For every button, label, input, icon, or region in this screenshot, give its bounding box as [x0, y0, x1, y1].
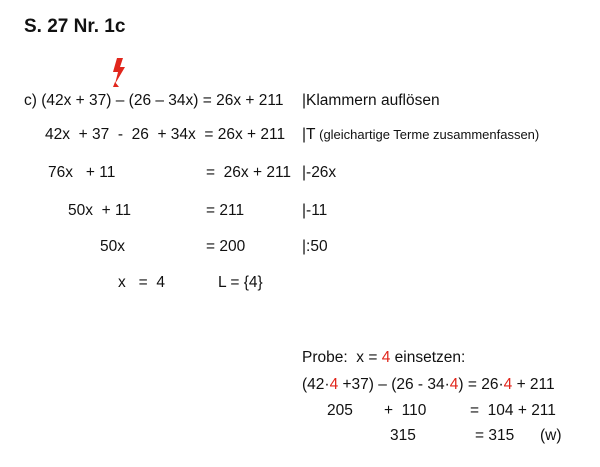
probe-value: 4 [381, 349, 391, 366]
step-note-2-prefix: |T [302, 126, 316, 143]
probe-row-1-part-4: + 211 [512, 376, 555, 393]
probe-row-1-value-3: 4 [503, 376, 513, 393]
probe-row-1-value-1: 4 [329, 376, 339, 393]
step-note-1: |Klammern auflösen [302, 92, 440, 109]
page-title: S. 27 Nr. 1c [24, 16, 126, 37]
equation-line-5-left: 50x [100, 238, 125, 255]
step-note-2 [302, 126, 539, 144]
probe-row-2-c: = 104 + 211 [470, 402, 556, 419]
equation-line-3-right: = 26x + 211 [206, 164, 292, 181]
probe-row-3-a: 315 [390, 427, 416, 444]
equation-line-4-left: 50x + 11 [68, 202, 132, 219]
result-x: x = 4 [118, 274, 165, 291]
solution-set: L = {4} [218, 274, 263, 291]
equation-line-5-right: = 200 [206, 238, 246, 255]
equation-line-1: c) (42x + 37) – (26 – 34x) = 26x + 211 [24, 92, 284, 109]
probe-row-2-a: 205 [327, 402, 353, 419]
probe-row-3-c: = 315 [475, 427, 515, 444]
step-note-4: |-11 [302, 202, 328, 219]
probe-heading [302, 349, 465, 367]
step-note-2-rest: (gleichartige Terme zusammenfassen) [315, 127, 540, 142]
probe-row-1-value-2: 4 [449, 376, 459, 393]
probe-row-3-check: (w) [540, 427, 562, 444]
probe-row-2-b: + 110 [384, 402, 427, 419]
probe-row-1-part-2: +37) – (26 - 34· [338, 376, 450, 393]
probe-row-1-part-3: ) = 26· [458, 376, 504, 393]
probe-heading-prefix: Probe: x = [302, 349, 382, 366]
probe-heading-suffix: einsetzen: [390, 349, 466, 366]
equation-line-4-right: = 211 [206, 202, 245, 219]
probe-row-1-part-1: (42· [302, 376, 330, 393]
equation-line-3-left: 76x + 11 [48, 164, 116, 181]
equation-line-2: 42x + 37 - 26 + 34x = 26x + 211 [45, 126, 286, 143]
probe-row-1 [302, 376, 555, 394]
lightning-bolt-icon [112, 58, 126, 88]
step-note-5: |:50 [302, 238, 328, 255]
step-note-3: |-26x [302, 164, 337, 181]
